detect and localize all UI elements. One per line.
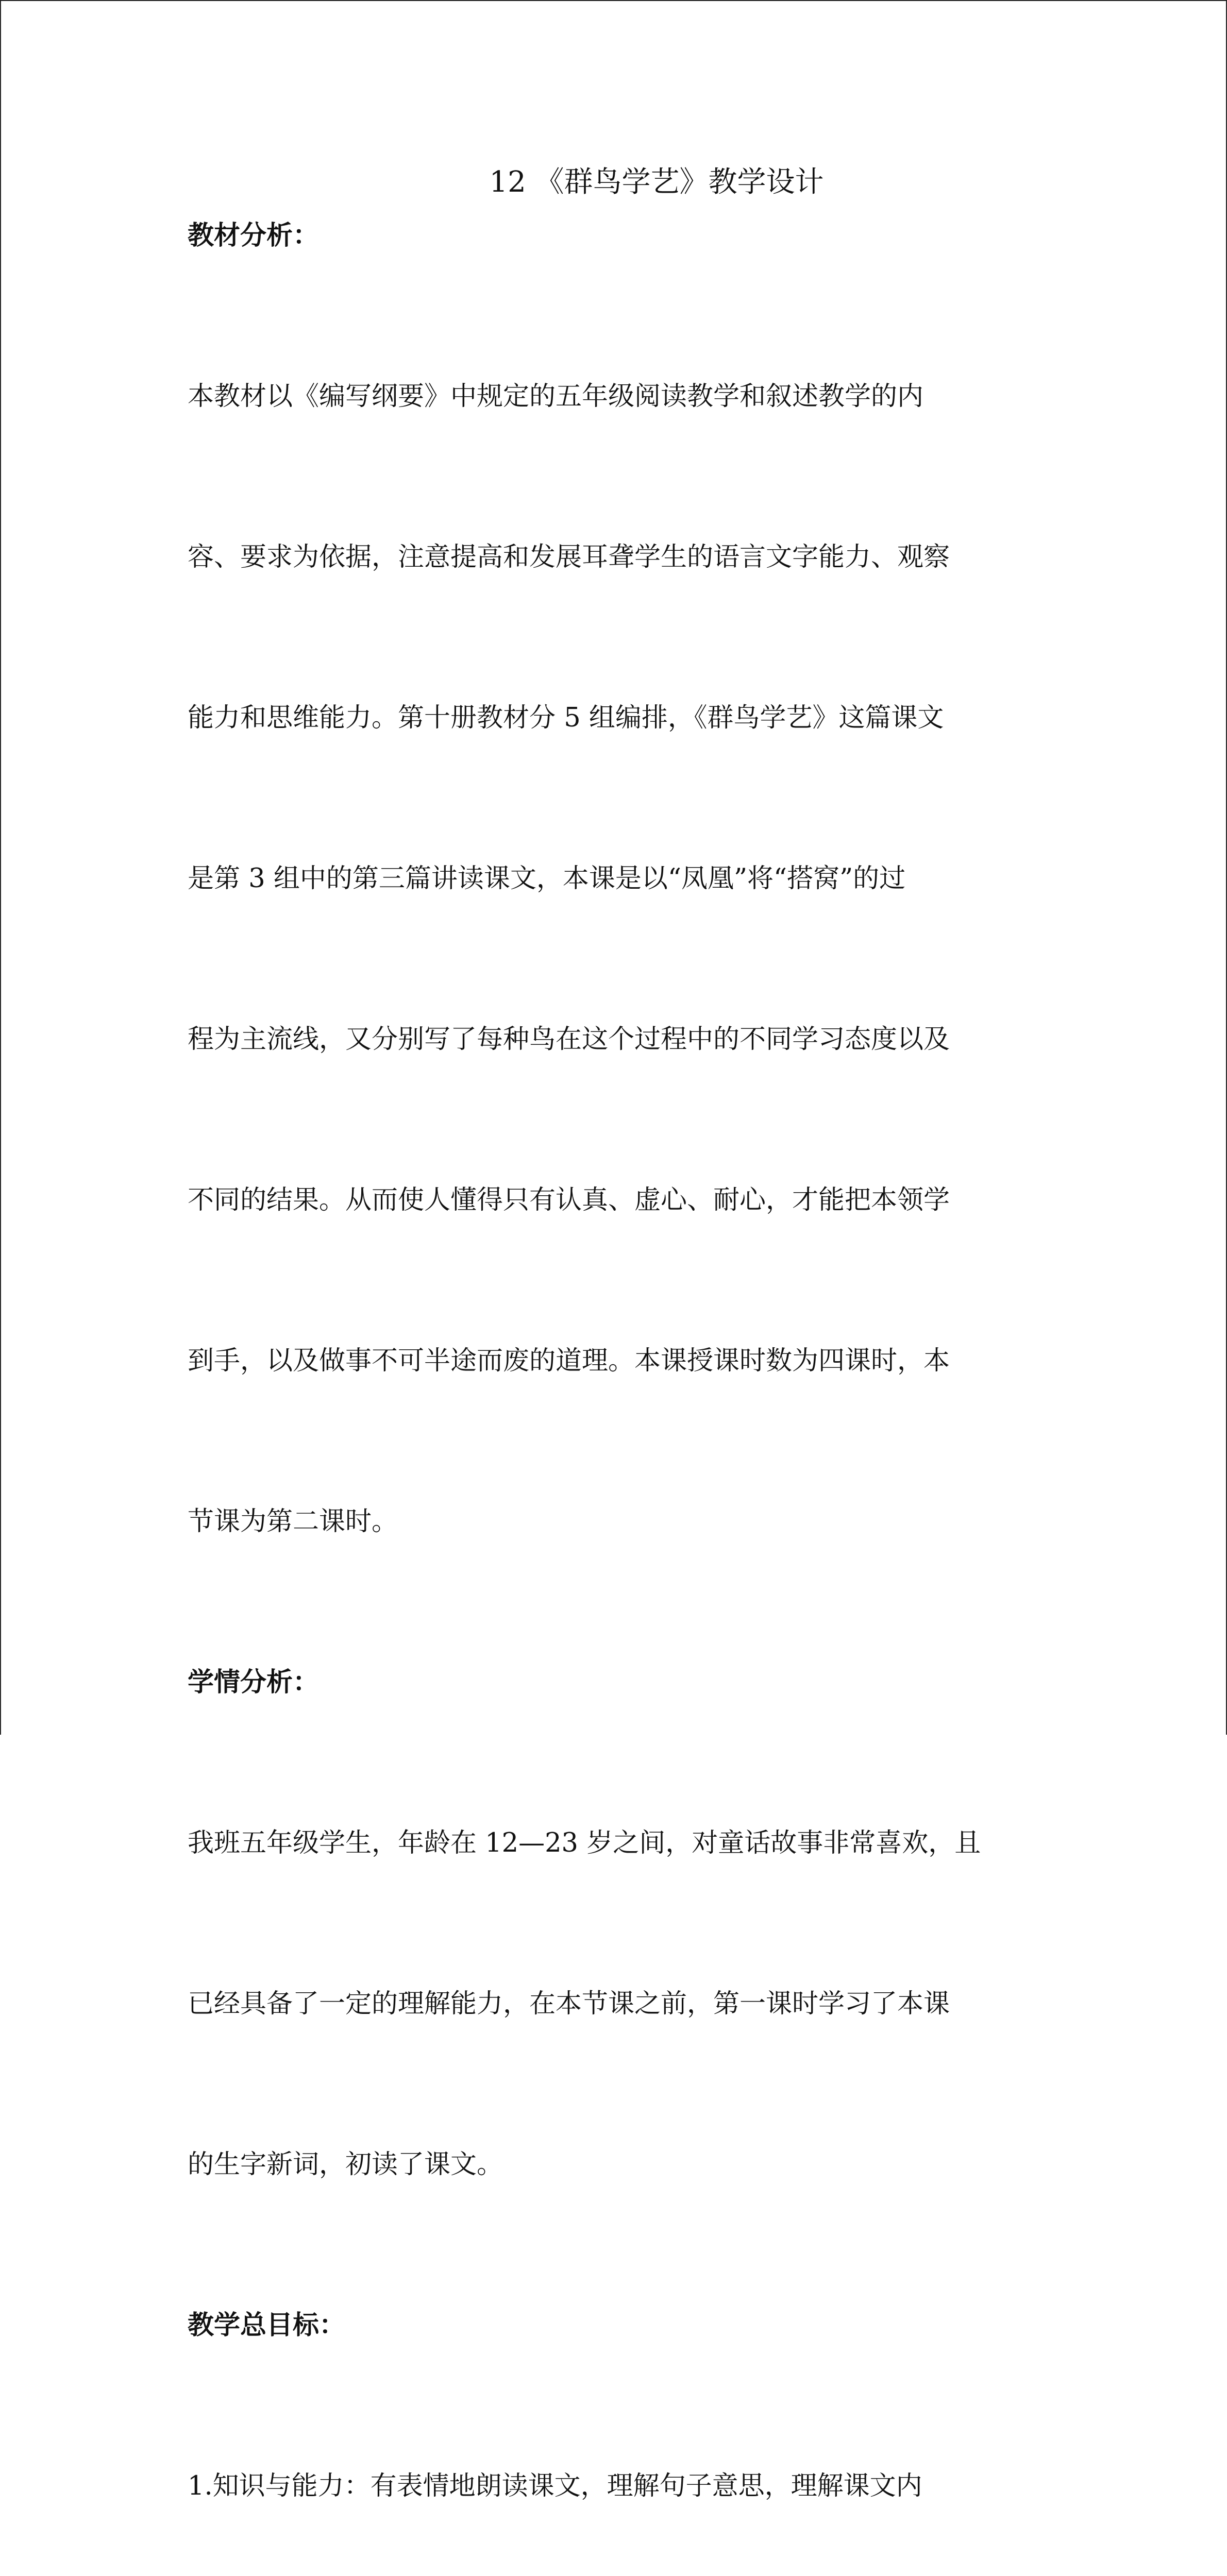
text-line: 1.知识与能力：有表情地朗读课文，理解句子意思，理解课文内 — [188, 2471, 922, 2501]
document-title: 12 《群鸟学艺》教学设计 — [489, 165, 824, 199]
text-line: 容、要求为依据，注意提高和发展耳聋学生的语言文字能力、观察 — [188, 542, 950, 572]
text-line: 已经具备了一定的理解能力，在本节课之前，第一课时学习了本课 — [188, 1989, 950, 2019]
section-student-analysis — [188, 1656, 1053, 2299]
text-line: 程为主流线，又分别写了每种鸟在这个过程中的不同学习态度以及 — [188, 1024, 950, 1055]
section-heading: 教材分析： — [188, 221, 320, 251]
text-line: 的生字新词，初读了课文。 — [188, 2149, 503, 2180]
text-line: 到手，以及做事不可半途而废的道理。本课授课时数为四课时，本 — [188, 1346, 950, 1376]
text-line: 本教材以《编写纲要》中规定的五年级阅读教学和叙述教学的内 — [188, 381, 924, 412]
text-line: 能力和思维能力。第十册教材分 5 组编排，《群鸟学艺》这篇课文 — [188, 703, 944, 733]
section-body — [188, 263, 1053, 1656]
document-content — [188, 156, 1053, 2576]
section-body — [188, 1709, 1053, 2299]
text-line: 是第 3 组中的第三篇讲读课文，本课是以“凤凰”将“搭窝”的过 — [188, 863, 906, 894]
section-body — [188, 2352, 1053, 2576]
section-textbook-analysis — [188, 209, 1053, 1656]
section-teaching-goals — [188, 2299, 1053, 2576]
section-heading: 学情分析： — [188, 1667, 320, 1698]
section-heading: 教学总目标： — [188, 2310, 346, 2341]
text-line: 不同的结果。从而使人懂得只有认真、虚心、耐心，才能把本领学 — [188, 1185, 950, 1215]
text-line: 节课为第二课时。 — [188, 1506, 398, 1537]
text-line: 我班五年级学生，年龄在 12—23 岁之间，对童话故事非常喜欢，且 — [188, 1828, 981, 1858]
